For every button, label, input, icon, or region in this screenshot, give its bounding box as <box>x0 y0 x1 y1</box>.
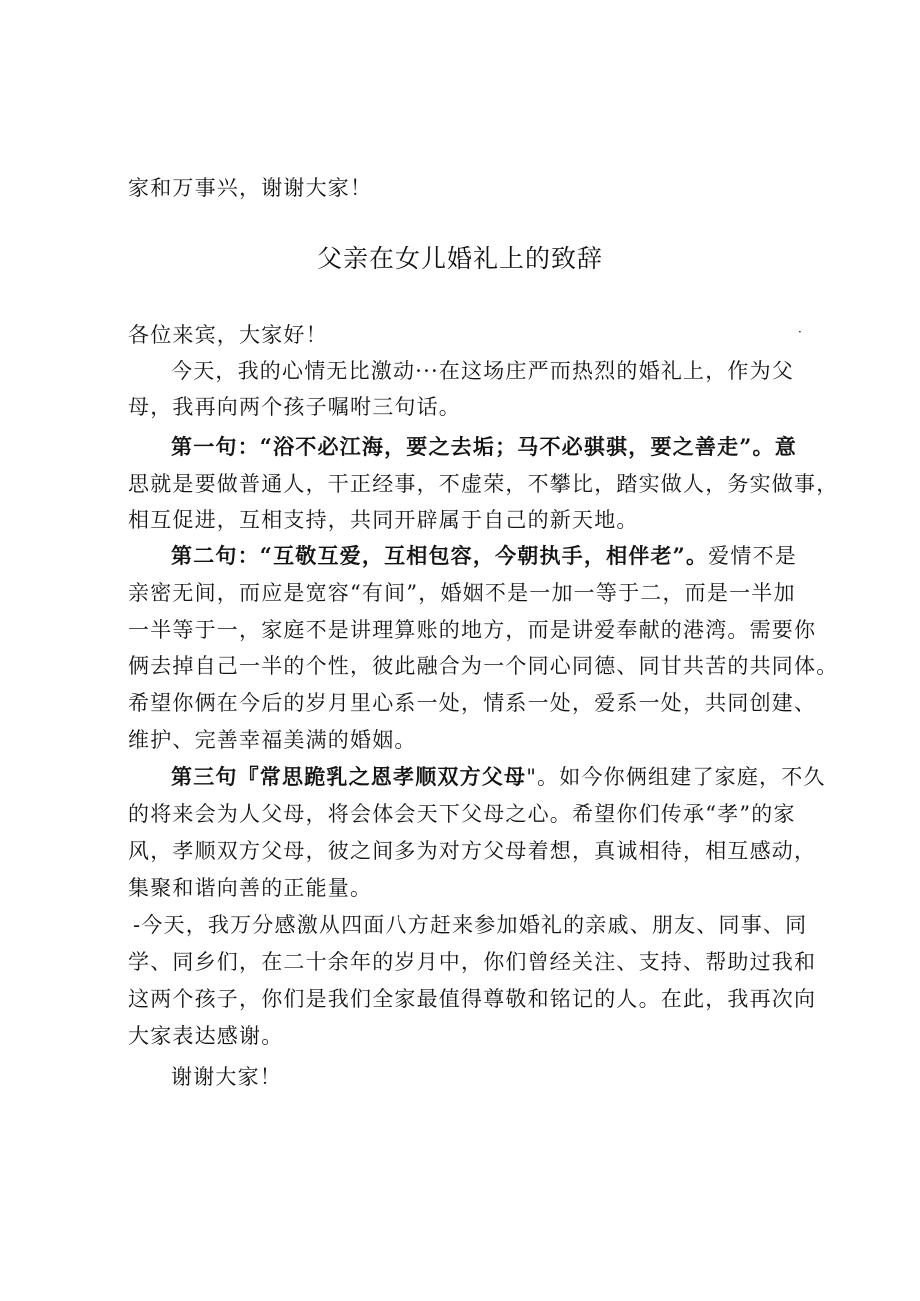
paragraph-3-line-1 <box>171 541 797 571</box>
paragraph-4-line-3: 风，孝顺双方父母，彼之间多为对方父母着想，真诚相待，相互感动， <box>128 839 817 863</box>
paragraph-2-line-2: 思就是要做普通人，干正经事，不虚荣，不攀比，踏实做人，务实做事， <box>128 472 839 496</box>
paragraph-2-line-3: 相互促进，互相支持，共同开辟属于自己的新天地。 <box>128 508 639 532</box>
paragraph-4-line-1 <box>171 762 826 792</box>
greeting: 各位来宾，大家好！ <box>128 323 328 347</box>
paragraph-3-line-6: 维护、完善幸福美满的婚姻。 <box>128 728 417 752</box>
paragraph-4-line-4: 集聚和谐向善的正能量。 <box>128 876 373 900</box>
paragraph-3-line-4: 俩去掉自己一半的个性，彼此融合为一个同心同德、同甘共苦的共同体。 <box>128 654 839 678</box>
paragraph-4-lead: 第三句『常思跪乳之恩孝顺双方父母 <box>171 764 527 789</box>
paragraph-4-line-2: 的将来会为人父母，将会体会天下父母之心。希望你们传承“孝”的家 <box>128 802 796 826</box>
paragraph-4-lead-rest: "。如今你俩组建了家庭，不久 <box>526 765 826 789</box>
stray-mark: · <box>798 325 802 339</box>
closing-thanks: 谢谢大家！ <box>171 1065 282 1089</box>
paragraph-5-line-2: 学、同乡们，在二十余年的岁月中，你们曾经关注、支持、帮助过我和 <box>128 950 817 974</box>
paragraph-3-line-2: 亲密无间，而应是宽容“有间”，婚姻不是一加一等于二，而是一半加 <box>128 581 796 605</box>
paragraph-3-lead-rest: 爱情不是 <box>708 544 797 568</box>
paragraph-2-lead: 第一句：“浴不必江海，要之去垢；马不必骐骐，要之善走”。意 <box>171 434 797 459</box>
paragraph-5-line-1: -今天，我万分感激从四面八方赶来参加婚礼的亲戚、朋友、同事、同 <box>133 913 808 937</box>
speech-title: 父亲在女儿婚礼上的致辞 <box>316 244 603 273</box>
paragraph-1-line-2: 母，我再向两个孩子嘱咐三句话。 <box>128 395 461 419</box>
previous-speech-ending: 家和万事兴，谢谢大家！ <box>128 176 373 200</box>
paragraph-3-line-5: 希望你俩在今后的岁月里心系一处，情系一处，爱系一处，共同创建、 <box>128 691 817 715</box>
paragraph-5-line-3: 这两个孩子，你们是我们全家最值得尊敬和铭记的人。在此，我再次向 <box>128 987 817 1011</box>
paragraph-3-line-3: 一半等于一，家庭不是讲理算账的地方，而是讲爱奉献的港湾。需要你 <box>128 618 817 642</box>
paragraph-3-lead: 第二句：“互敬互爱，互相包容，今朝执手，相伴老”。 <box>171 543 709 568</box>
paragraph-1-line-1: 今天，我的心情无比激动···在这场庄严而热烈的婚礼上，作为父 <box>171 359 795 383</box>
paragraph-5-line-4: 大家表达感谢。 <box>128 1024 284 1048</box>
